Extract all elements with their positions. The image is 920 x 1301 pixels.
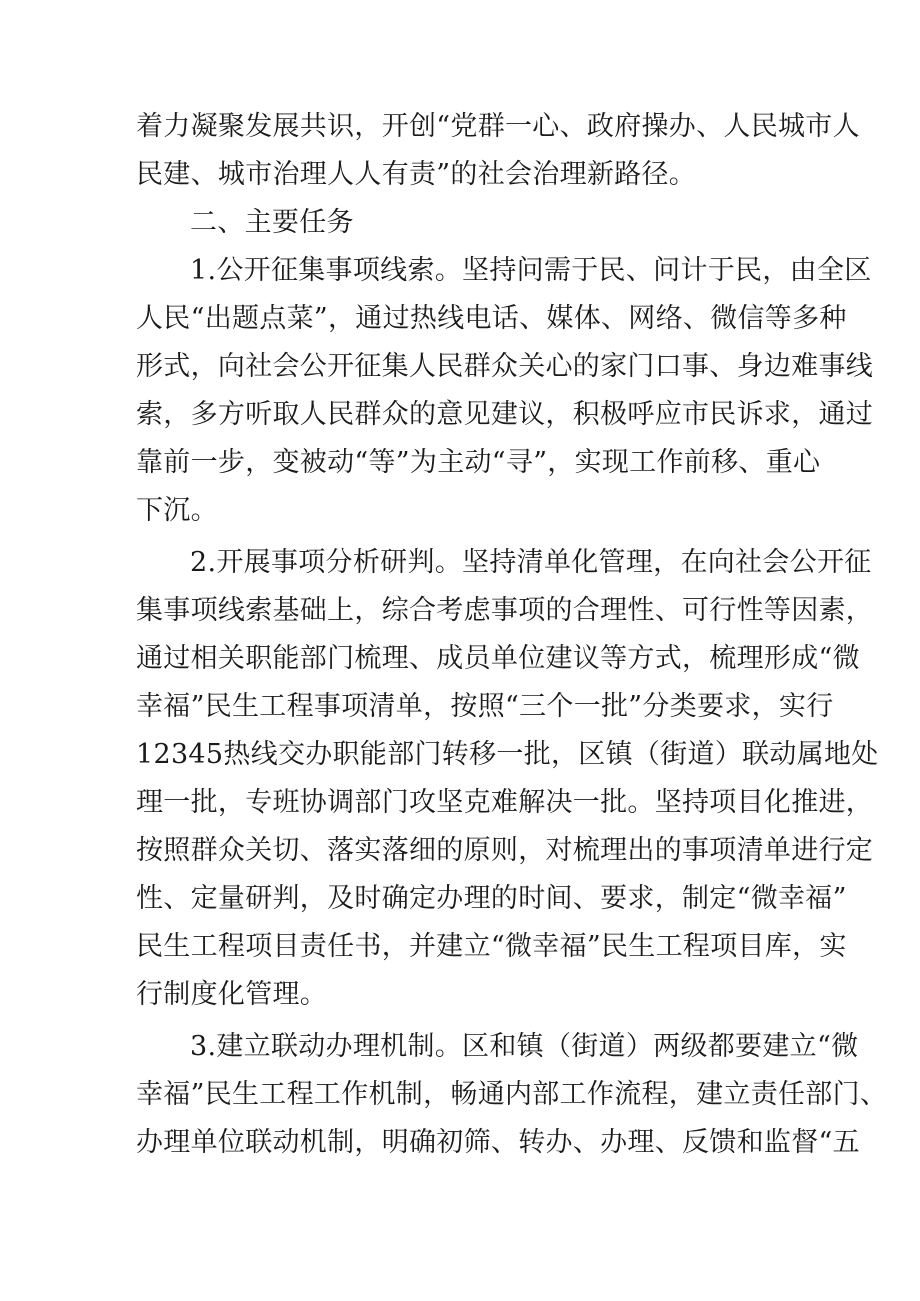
paragraph-line: 民建、城市治理人人有责”的社会治理新路径。 xyxy=(136,159,697,190)
paragraph-line: 着力凝聚发展共识，开创“党群一心、政府操办、人民城市人 xyxy=(136,111,860,142)
paragraph-line: 幸福”民生工程工作机制，畅通内部工作流程，建立责任部门、 xyxy=(136,1079,888,1110)
paragraph-line: 3.建立联动办理机制。区和镇（街道）两级都要建立“微 xyxy=(190,1031,859,1062)
paragraph-line: 1.公开征集事项线索。坚持问需于民、问计于民，由全区 xyxy=(190,255,872,286)
paragraph-line: 人民“出题点菜”，通过热线电话、媒体、网络、微信等多种 xyxy=(136,303,847,334)
document-body xyxy=(136,103,888,1167)
section-heading: 二、主要任务 xyxy=(190,207,354,238)
paragraph-line: 民生工程项目责任书，并建立“微幸福”民生工程项目库，实 xyxy=(136,931,847,962)
paragraph-line: 集事项线索基础上，综合考虑事项的合理性、可行性等因素， xyxy=(136,595,874,626)
paragraph-line: 性、定量研判，及时确定办理的时间、要求，制定“微幸福” xyxy=(136,883,847,914)
paragraph-line: 下沉。 xyxy=(136,495,218,526)
paragraph-line: 形式，向社会公开征集人民群众关心的家门口事、身边难事线 xyxy=(136,351,874,382)
paragraph-line: 2.开展事项分析研判。坚持清单化管理，在向社会公开征 xyxy=(190,547,872,578)
paragraph-line: 幸福”民生工程事项清单，按照“三个一批”分类要求，实行 xyxy=(136,691,834,722)
paragraph-line: 行制度化管理。 xyxy=(136,979,328,1010)
paragraph-line: 索，多方听取人民群众的意见建议，积极呼应市民诉求，通过 xyxy=(136,399,874,430)
paragraph-line: 按照群众关切、落实落细的原则，对梳理出的事项清单进行定 xyxy=(136,835,874,866)
paragraph-line: 理一批，专班协调部门攻坚克难解决一批。坚持项目化推进， xyxy=(136,787,874,818)
paragraph-line: 办理单位联动机制，明确初筛、转办、办理、反馈和监督“五 xyxy=(136,1127,860,1158)
paragraph-line: 12345热线交办职能部门转移一批，区镇（街道）联动属地处 xyxy=(136,739,879,770)
paragraph-line: 靠前一步，变被动“等”为主动“寻”，实现工作前移、重心 xyxy=(136,447,821,478)
paragraph-line: 通过相关职能部门梳理、成员单位建议等方式，梳理形成“微 xyxy=(136,643,860,674)
